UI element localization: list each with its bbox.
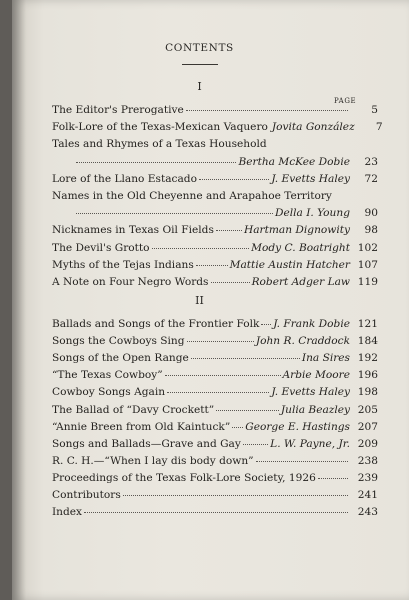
toc-entry-page: 98 [364, 224, 378, 237]
toc-entry [52, 421, 378, 437]
toc-entry-page: 192 [357, 352, 378, 365]
toc-entry-page: 198 [357, 386, 378, 399]
section-ii-heading: II [195, 294, 204, 307]
dot-leader [199, 178, 269, 180]
toc-entry-page: 121 [357, 318, 378, 330]
toc-entry-title: Lore of the Llano Estacado [52, 172, 197, 185]
toc-entry-title: R. C. H.—“When I lay dis body down” [52, 454, 254, 467]
toc-entry-title: A Note on Four Negro Words [52, 276, 209, 288]
toc-entry [52, 156, 378, 172]
book-page [12, 0, 409, 600]
dot-leader [76, 212, 273, 214]
toc-entry-title: Nicknames in Texas Oil Fields [52, 224, 214, 237]
toc-entry [52, 190, 378, 206]
toc-entry-page: 241 [357, 489, 378, 501]
toc-entry-page: 207 [357, 420, 378, 433]
dot-leader [123, 494, 348, 496]
toc-entry-page: 90 [364, 207, 378, 220]
toc-entry-author: Jovita González [271, 121, 355, 134]
toc-entry-page: 102 [357, 241, 378, 254]
toc-entry-author: Julia Beazley [280, 403, 350, 416]
dot-leader [261, 323, 271, 325]
toc-entry [52, 404, 378, 420]
toc-entry-title: Folk-Lore of the Texas-Mexican Vaquero [52, 121, 268, 134]
toc-entry-page: 23 [364, 155, 378, 168]
toc-entry-title: The Editor's Prerogative [52, 104, 184, 116]
toc-entry [52, 455, 378, 471]
toc-entry-page: 72 [364, 172, 378, 185]
toc-entry-title: Songs the Cowboys Sing [52, 335, 185, 348]
dot-leader [318, 477, 348, 479]
dot-leader [216, 409, 279, 411]
dot-leader [84, 511, 348, 513]
toc-entry-page: 209 [357, 437, 378, 450]
page-title: CONTENTS [165, 42, 234, 54]
dot-leader [256, 460, 348, 462]
dot-leader [152, 247, 250, 249]
toc-entry-page: 7 [375, 121, 383, 134]
toc-entry [52, 104, 378, 120]
toc-entry-author: George E. Hastings [245, 420, 350, 433]
toc-entry-page: 238 [357, 454, 378, 467]
toc-entry-title: Ballads and Songs of the Frontier Folk [52, 318, 260, 330]
toc-entry [52, 121, 383, 137]
toc-entry [52, 438, 378, 454]
toc-entry-title: Tales and Rhymes of a Texas Household [52, 138, 267, 151]
toc-entry-title: Index [52, 506, 83, 519]
toc-entry-title: The Ballad of “Davy Crockett” [52, 403, 215, 416]
toc-entry-author: Hartman Dignowity [244, 224, 350, 237]
toc-entry [52, 173, 378, 189]
toc-entry-author: Ina Sires [301, 352, 350, 365]
toc-entry [52, 506, 378, 522]
toc-entry-page: 239 [357, 471, 378, 484]
toc-entry-author: Mody C. Boatright [251, 241, 350, 254]
toc-entry-title: Songs of the Open Range [52, 352, 189, 365]
toc-entry-page: 196 [357, 369, 378, 382]
dot-leader [196, 264, 228, 266]
toc-entry-author: Della I. Young [274, 207, 350, 220]
toc-entry-title: Cowboy Songs Again [52, 386, 166, 399]
toc-entry-author: Robert Adger Law [251, 276, 350, 288]
toc-entry [52, 207, 378, 223]
toc-entry [52, 259, 378, 275]
toc-entry-page: 107 [357, 258, 378, 271]
dot-leader [191, 357, 300, 359]
toc-entry-author: J. Evetts Haley [271, 172, 350, 185]
toc-entry [52, 352, 378, 368]
toc-entry [52, 242, 378, 258]
toc-entry [52, 138, 378, 154]
toc-entry-title: “Annie Breen from Old Kaintuck” [52, 420, 231, 433]
toc-entry [52, 369, 378, 385]
toc-entry-page: 5 [371, 104, 378, 116]
toc-entry-author: John R. Craddock [255, 335, 350, 348]
toc-entry-author: Mattie Austin Hatcher [229, 258, 350, 271]
page-column-header: PAGE [334, 97, 357, 105]
toc-entry-page: 119 [357, 276, 378, 288]
toc-entry-title: Contributors [52, 489, 121, 501]
toc-entry [52, 224, 378, 240]
toc-entry-title: Myths of the Tejas Indians [52, 258, 194, 271]
toc-entry-author: J. Evetts Haley [271, 386, 350, 399]
dot-leader [187, 340, 254, 342]
dot-leader [186, 109, 348, 111]
toc-entry [52, 489, 378, 505]
dot-leader [211, 281, 250, 283]
toc-entry-author: J. Frank Dobie [273, 318, 350, 330]
toc-entry-author: L. W. Payne, Jr. [270, 437, 350, 450]
dot-leader [243, 443, 268, 445]
toc-entry-page: 243 [357, 506, 378, 519]
dot-leader [165, 374, 281, 376]
toc-entry [52, 318, 378, 334]
toc-entry [52, 472, 378, 488]
toc-entry [52, 386, 378, 402]
toc-entry-page: 205 [357, 403, 378, 416]
toc-entry-title: Proceedings of the Texas Folk-Lore Society, 1926 [52, 471, 316, 484]
toc-entry [52, 335, 378, 351]
dot-leader [167, 391, 269, 393]
toc-entry-page: 184 [357, 335, 378, 348]
toc-entry [52, 276, 378, 292]
toc-entry-title: Songs and Ballads—Grave and Gay [52, 437, 241, 450]
dot-leader [216, 229, 242, 231]
toc-entry-title: Names in the Old Cheyenne and Arapahoe Territory [52, 190, 332, 202]
toc-entry-author: Arbie Moore [282, 369, 350, 382]
section-i-heading: I [197, 80, 202, 93]
title-rule [182, 64, 218, 65]
dot-leader [232, 426, 243, 428]
toc-entry-author: Bertha McKee Dobie [238, 155, 350, 168]
toc-entry-title: The Devil's Grotto [52, 241, 150, 254]
dot-leader [76, 161, 236, 163]
toc-entry-title: “The Texas Cowboy” [52, 369, 163, 382]
